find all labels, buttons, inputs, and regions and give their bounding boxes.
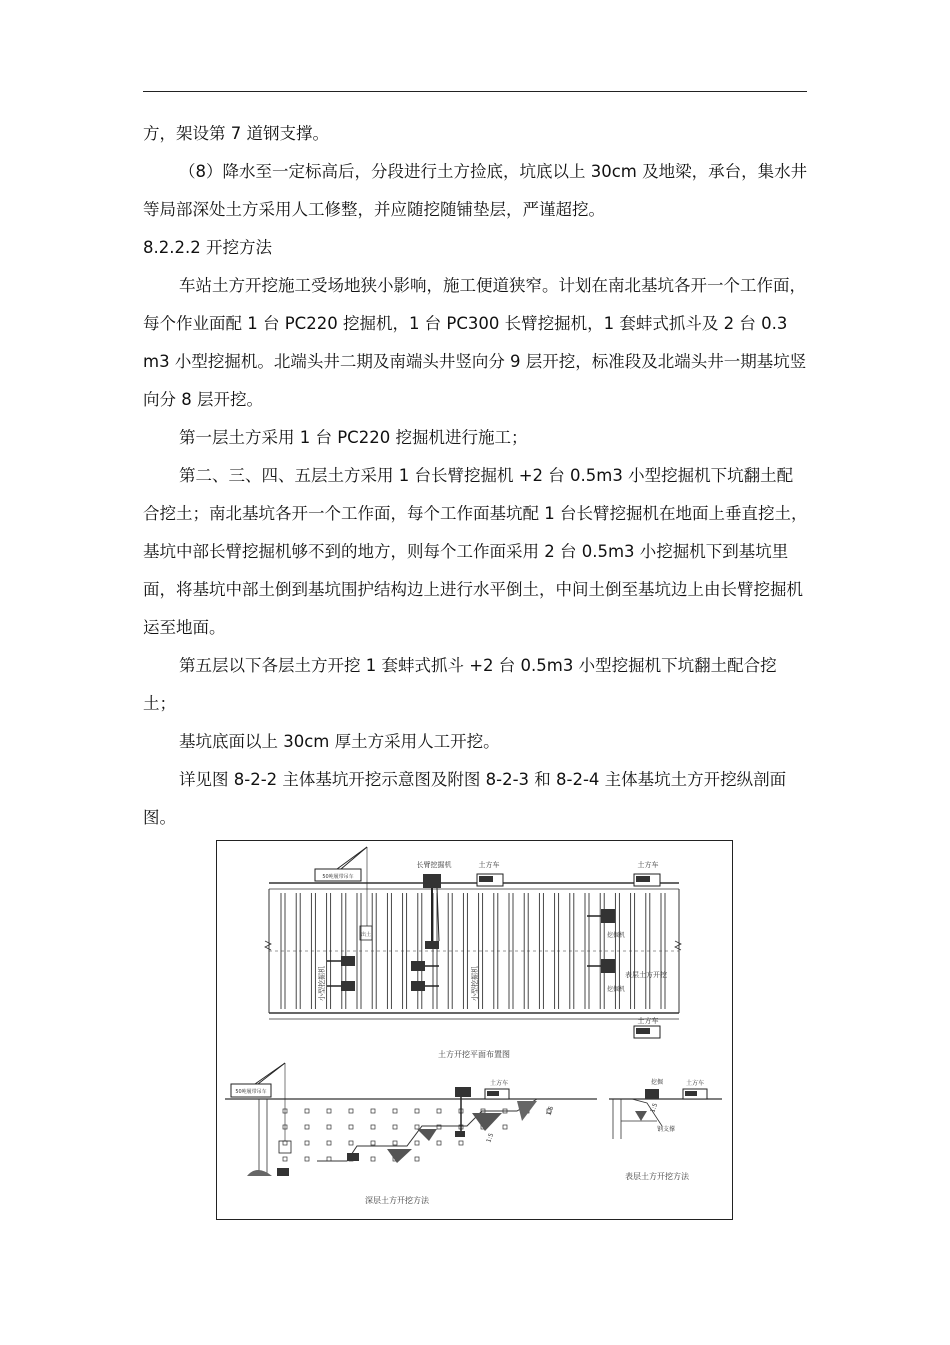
excavation-diagram [217,841,732,1219]
pillar-marker [349,1125,353,1129]
hopper-label: 出土 [360,932,372,938]
paragraph-7: 基坑底面以上 30cm 厚土方采用人工开挖。 [179,732,500,751]
dump-truck-label-3: 土方车 [637,1017,659,1025]
dump-truck-1 [477,860,503,886]
pillar-marker [437,1141,441,1145]
surface-earthwork-label: 表层土方开挖 [625,971,667,979]
deep-caption: 深层土方开挖方法 [365,1196,429,1205]
dump-truck-2 [634,860,660,886]
pillar-marker [371,1157,375,1161]
excavator-label-b: 挖掘机 [607,986,626,993]
small-excavator-label-mid: 小型挖掘机 [471,966,479,1001]
paragraph-5: 第二、三、四、五层土方采用 1 台长臂挖掘机 +2 台 0.5m3 小型挖掘机下坑翻土配合挖土；南北基坑各开一个工作面，每个工作面基坑配 1 台长臂挖掘机在地面上垂直挖土，基坑中部长臂挖掘机够不到的地方，则每个工作面采用 2 台 0.5m3 小挖掘机下到基坑里面，将基坑中部土倒到基坑围护结构边上进行水平倒土，中间土倒至基坑边上由长臂挖掘机运至地面。 [143,466,808,637]
pillar-marker [327,1125,331,1129]
crane-section [231,1063,291,1153]
section-heading: 8.2.2.2 开挖方法 [143,238,272,257]
crane-plan [315,847,372,940]
paragraph-2: （8）降水至一定标高后，分段进行土方捡底，坑底以上 30cm 及地梁，承台，集水井等局部深处土方采用人工修整，并应随挖随铺垫层，严谨超挖。 [143,162,808,219]
pillar-marker [415,1157,419,1161]
paragraph-6: 第五层以下各层土方开挖 1 套蚌式抓斗 +2 台 0.5m3 小型挖掘机下坑翻土配合挖土； [143,656,777,713]
dump-truck-section-1 [485,1079,509,1099]
pillar-marker [283,1157,287,1161]
pillar-marker [349,1141,353,1145]
excavator-shallow [645,1078,663,1099]
dump-truck-label-2: 土方车 [637,861,659,869]
crane-label-section: 50吨履带吊车 [235,1089,267,1095]
pillar-marker [305,1125,309,1129]
slope-label-1: 1:5 [545,1105,556,1117]
pillar-marker [503,1125,507,1129]
small-excavators-section [277,1153,359,1176]
pillar-marker [283,1141,287,1145]
pillar-marker [437,1109,441,1113]
pillar-marker [393,1109,397,1113]
pillar-marker [393,1125,397,1129]
dump-truck-3 [634,1016,660,1038]
deep-section-pillars [283,1109,551,1161]
paragraph-4: 第一层土方采用 1 台 PC220 挖掘机进行施工； [179,428,528,447]
steel-support-label: 钢支撑 [657,1126,676,1133]
plan-caption: 土方开挖平面布置图 [438,1050,510,1059]
pillar-marker [305,1141,309,1145]
paragraph-3: 车站土方开挖施工受场地狭小影响，施工便道狭窄。计划在南北基坑各开一个工作面，每个作业面配 1 台 PC220 挖掘机，1 台 PC300 长臂挖掘机，1 套蚌式抓斗及 2 台 0.3 m3 小型挖掘机。北端头井二期及南端头井竖向分 9 层开挖，标准段及北端头井一期基坑竖向分 8 层开挖。 [143,276,807,409]
header-rule [143,91,807,92]
pillar-marker [459,1141,463,1145]
pillar-marker [371,1125,375,1129]
excavator-label-a: 挖掘机 [607,932,626,939]
deep-section [225,1099,597,1176]
shallow-caption: 表层土方开挖方法 [625,1172,689,1181]
dump-truck-section-2 [683,1079,707,1099]
dump-truck-label-1: 土方车 [478,861,500,869]
slope-label-2: 1:5 [485,1132,496,1144]
excavation-figure [216,840,733,1220]
paragraph-8: 详见图 8-2-2 主体基坑开挖示意图及附图 8-2-3 和 8-2-4 主体基坑土方开挖纵剖面图。 [143,770,787,827]
pillar-marker [415,1141,419,1145]
pillar-marker [371,1141,375,1145]
pillar-marker [327,1157,331,1161]
pillar-marker [327,1141,331,1145]
dump-truck-label-section-1: 土方车 [489,1080,509,1087]
excavator-label-c: 挖掘 [650,1079,664,1086]
pillar-marker [393,1141,397,1145]
pillar-marker [415,1125,419,1129]
pillar-marker [415,1109,419,1113]
crane-label-plan: 50吨履带吊车 [322,874,354,880]
shallow-section [609,1099,722,1139]
dump-truck-label-section-2: 土方车 [685,1080,705,1087]
slope-label-3: 1:5 [649,1102,660,1114]
pillar-marker [349,1109,353,1113]
paragraph-1: 方，架设第 7 道钢支撑。 [143,124,329,143]
body-text [143,115,808,837]
pillar-marker [371,1109,375,1113]
small-excavator-label-left: 小型挖掘机 [318,966,326,1001]
pillar-marker [305,1157,309,1161]
long-arm-excavator-label: 长臂挖掘机 [416,861,452,869]
pillar-marker [327,1109,331,1113]
pillar-marker [305,1109,309,1113]
